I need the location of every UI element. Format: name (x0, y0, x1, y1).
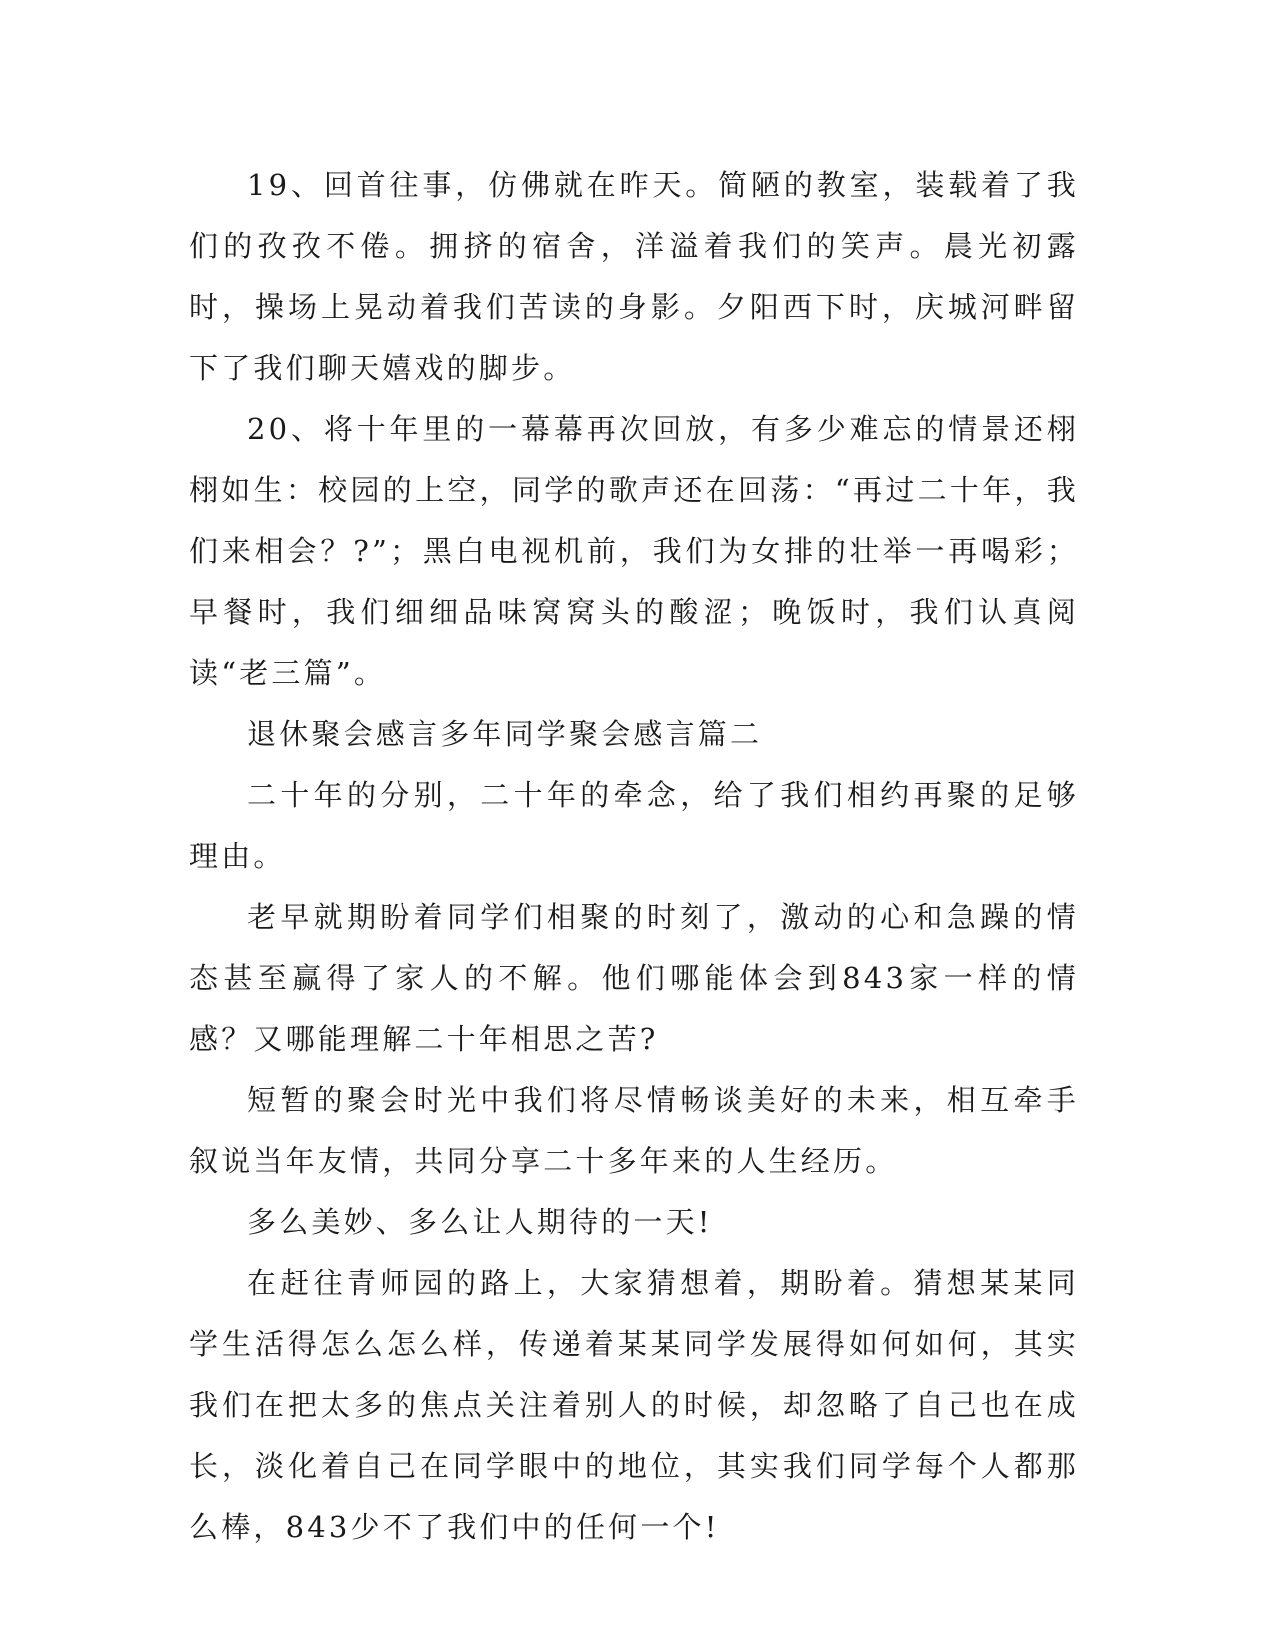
paragraph-19: 19、回首往事，仿佛就在昨天。简陋的教室，装载着了我们的孜孜不倦。拥挤的宿舍，洋溢着我们的笑声。晨光初露时，操场上晃动着我们苦读的身影。夕阳西下时，庆城河畔留下了我们聊天嬉戏的脚步。 (189, 168, 1079, 385)
paragraph: 多么美妙、多么让人期待的一天! (247, 1205, 713, 1239)
paragraph: 在赶往青师园的路上，大家猜想着，期盼着。猜想某某同学生活得怎么怎么样，传递着某某同学发展得如何如何，其实我们在把太多的焦点关注着别人的时候，却忽略了自己也在成长，淡化着自己在同学眼中的地位，其实我们同学每个人都那么棒，843少不了我们中的任何一个! (189, 1266, 1079, 1544)
paragraph: 短暂的聚会时光中我们将尽情畅谈美好的未来，相互牵手叙说当年友情，共同分享二十多年来的人生经历。 (189, 1083, 1079, 1178)
section-heading: 退休聚会感言多年同学聚会感言篇二 (247, 717, 763, 751)
paragraph: 老早就期盼着同学们相聚的时刻了，激动的心和急躁的情态甚至赢得了家人的不解。他们哪能体会到843家一样的情感？又哪能理解二十年相思之苦? (189, 900, 1079, 1056)
paragraph-20: 20、将十年里的一幕幕再次回放，有多少难忘的情景还栩栩如生：校园的上空，同学的歌声还在回荡：“再过二十年，我们来相会？?”；黑白电视机前，我们为女排的壮举一再喝彩；早餐时，我们细细品味窝窝头的酸涩；晚饭时，我们认真阅读“老三篇”。 (189, 412, 1079, 690)
paragraph: 二十年的分别，二十年的牵念，给了我们相约再聚的足够理由。 (189, 778, 1079, 873)
document-body (189, 155, 1079, 1558)
